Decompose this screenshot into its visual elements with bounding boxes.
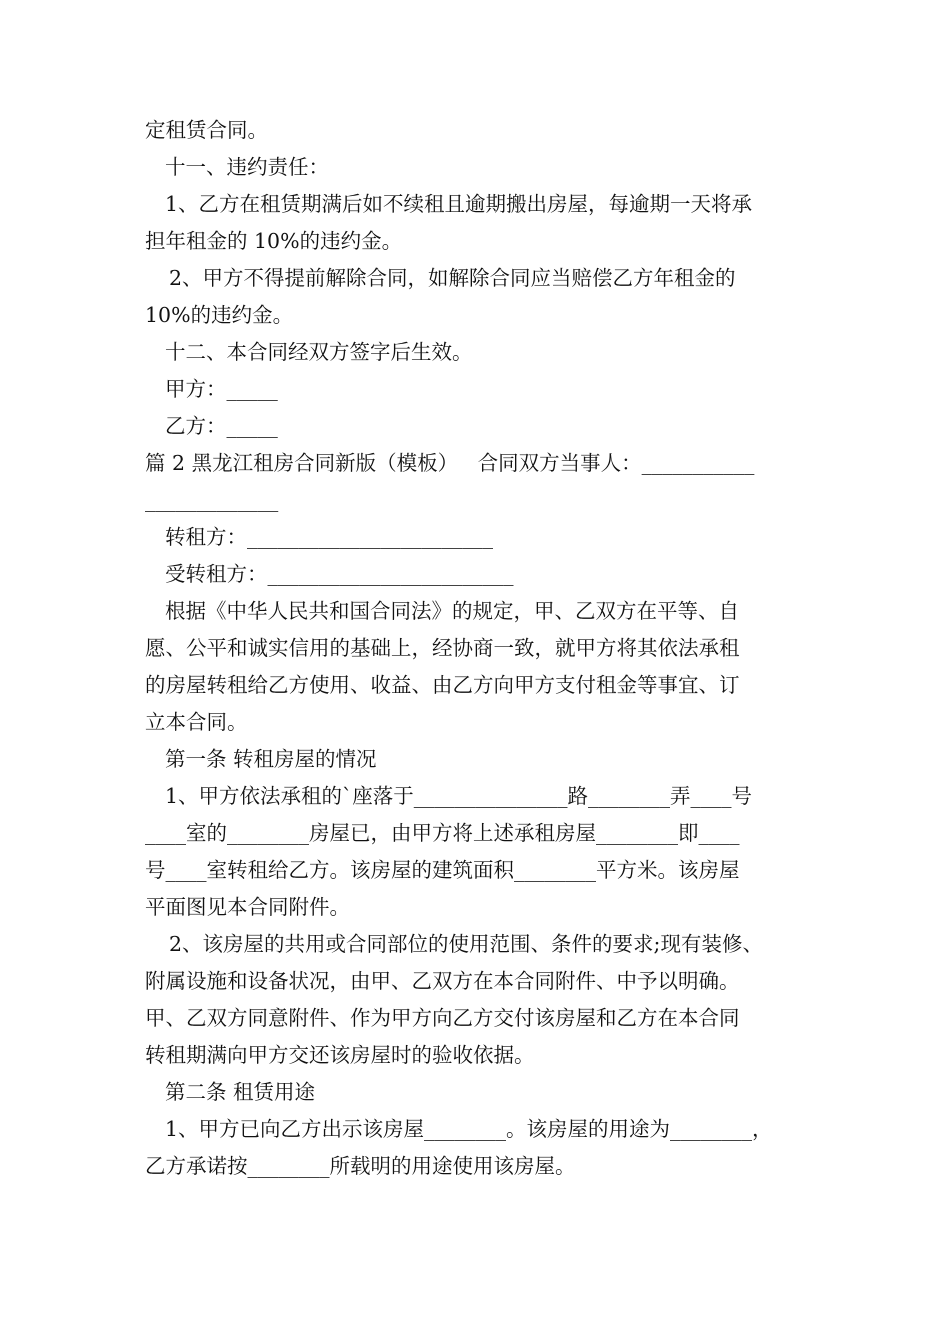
text-line: 愿、公平和诚实信用的基础上，经协商一致，就甲方将其依法承租 xyxy=(145,636,740,660)
text-line: 转租期满向甲方交还该房屋时的验收依据。 xyxy=(145,1043,535,1067)
document-page xyxy=(145,112,835,1185)
party-a-signature-line: 甲方：_____ xyxy=(165,377,278,401)
text-line: 附属设施和设备状况，由甲、乙双方在本合同附件、中予以明确。 xyxy=(145,969,740,993)
article-heading: 第一条 转租房屋的情况 xyxy=(165,747,377,771)
text-line: 根据《中华人民共和国合同法》的规定，甲、乙双方在平等、自 xyxy=(165,599,739,623)
text-line: 号____室转租给乙方。该房屋的建筑面积________平方米。该房屋 xyxy=(145,858,740,882)
clause-heading: 十二、本合同经双方签字后生效。 xyxy=(165,340,473,364)
text-line: 乙方承诺按________所载明的用途使用该房屋。 xyxy=(145,1154,576,1178)
text-line: 2、甲方不得提前解除合同，如解除合同应当赔偿乙方年租金的 xyxy=(169,266,736,290)
sublessor-line: 转租方：________________________ xyxy=(165,525,493,549)
text-line: _____________ xyxy=(145,488,279,512)
text-line: 立本合同。 xyxy=(145,710,248,734)
text-line: 1、甲方已向乙方出示该房屋________。该房屋的用途为________， xyxy=(165,1117,773,1141)
text-line: 1、乙方在租赁期满后如不续租且逾期搬出房屋，每逾期一天将承 xyxy=(165,192,753,216)
text-line: 定租赁合同。 xyxy=(145,118,268,142)
article-heading: 第二条 租赁用途 xyxy=(165,1080,316,1104)
text-line: ____室的________房屋已，由甲方将上述承租房屋________即____ xyxy=(145,821,740,845)
text-line: 的房屋转租给乙方使用、收益、由乙方向甲方支付租金等事宜、订 xyxy=(145,673,740,697)
party-b-signature-line: 乙方：_____ xyxy=(165,414,278,438)
text-line: 2、该房屋的共用或合同部位的使用范围、条件的要求;现有装修、 xyxy=(169,932,763,956)
text-line: 甲、乙双方同意附件、作为甲方向乙方交付该房屋和乙方在本合同 xyxy=(145,1006,740,1030)
section-title: 篇 2 黑龙江租房合同新版（模板） 合同双方当事人：___________ xyxy=(145,451,755,475)
clause-heading: 十一、违约责任： xyxy=(165,155,329,179)
text-line: 担年租金的 10%的违约金。 xyxy=(145,229,403,253)
sublessee-line: 受转租方：________________________ xyxy=(165,562,514,586)
text-line: 1、甲方依法承租的`座落于_______________路________弄____号 xyxy=(165,784,753,808)
text-line: 10%的违约金。 xyxy=(145,303,294,327)
text-line: 平面图见本合同附件。 xyxy=(145,895,350,919)
